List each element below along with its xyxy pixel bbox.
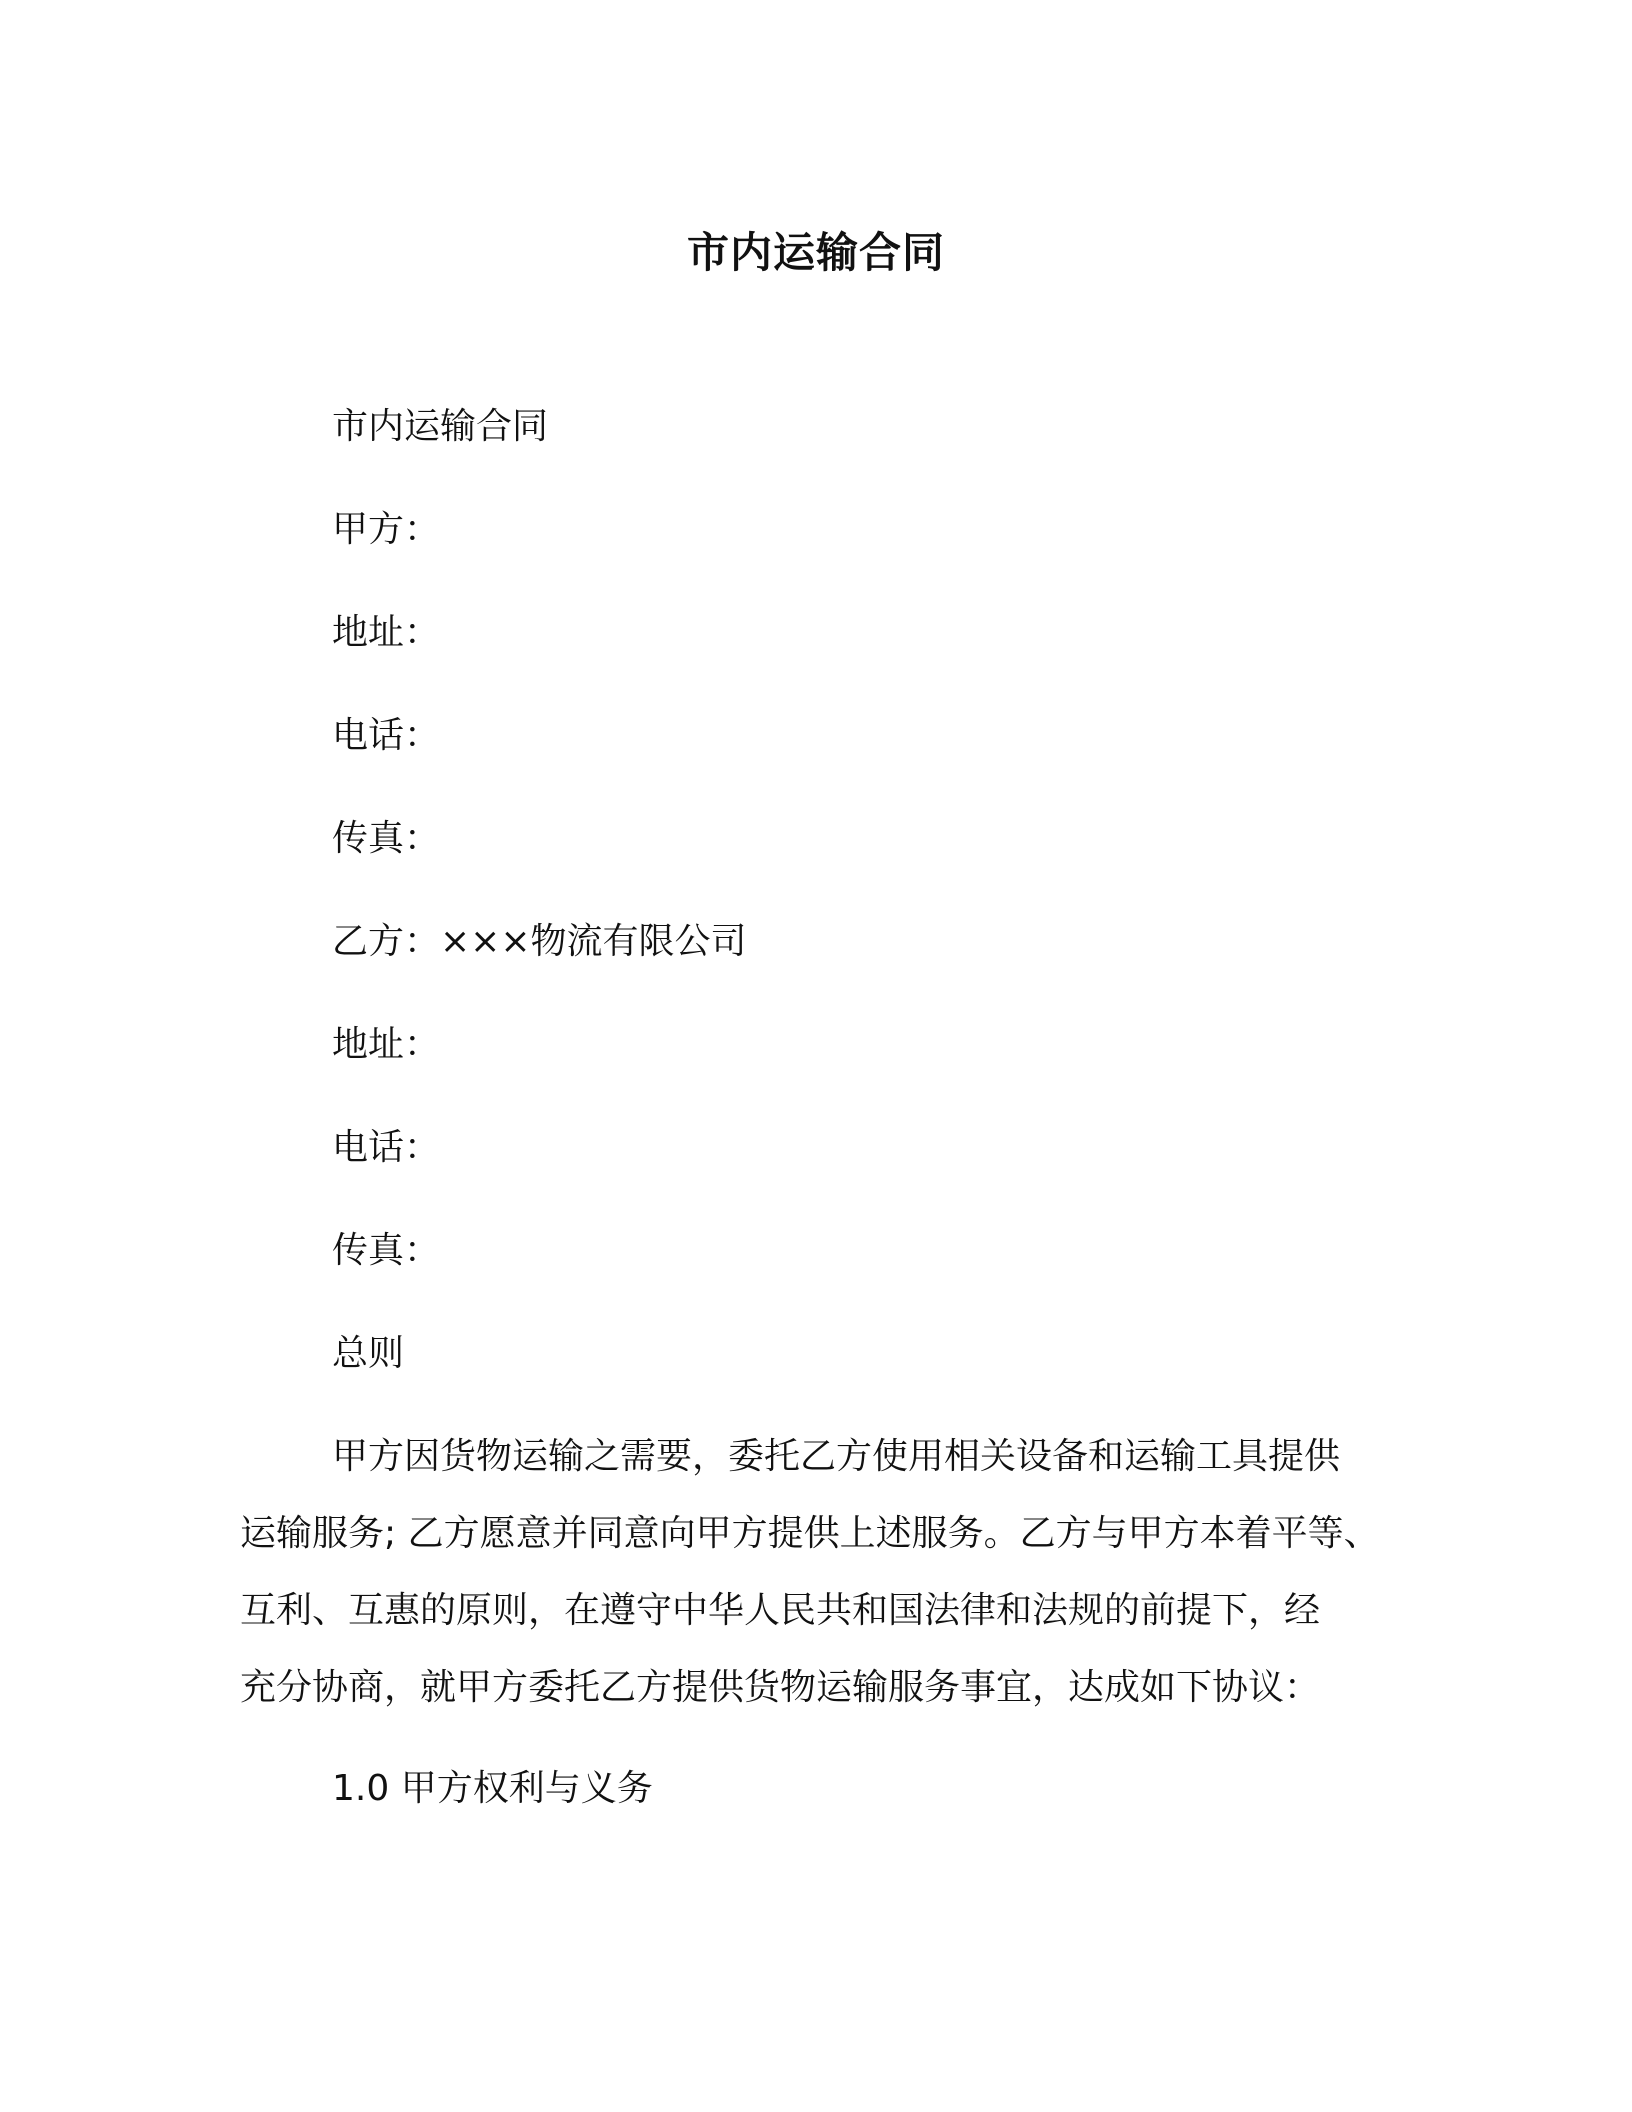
paragraph-line: 充分协商，就甲方委托乙方提供货物运输服务事宜，达成如下协议：	[240, 1667, 1321, 1708]
contract-name-line: 市内运输合同	[332, 406, 549, 447]
document-title: 市内运输合同	[686, 228, 945, 277]
paragraph-line: 甲方因货物运输之需要，委托乙方使用相关设备和运输工具提供	[332, 1436, 1341, 1477]
party-a-fax-label: 传真：	[332, 818, 441, 859]
general-provisions-paragraph	[240, 1418, 1395, 1726]
party-b-fax-label: 传真：	[332, 1230, 441, 1271]
party-b-phone-label: 电话：	[332, 1127, 441, 1168]
party-b-label: 乙方：×××物流有限公司	[332, 921, 747, 962]
paragraph-line: 互利、互惠的原则，在遵守中华人民共和国法律和法规的前提下，经	[240, 1590, 1321, 1631]
general-provisions-heading: 总则	[332, 1333, 405, 1374]
party-b-address-label: 地址：	[332, 1024, 441, 1065]
party-a-address-label: 地址：	[332, 612, 441, 653]
party-a-phone-label: 电话：	[332, 715, 441, 756]
paragraph-line: 运输服务; 乙方愿意并同意向甲方提供上述服务。乙方与甲方本着平等、	[240, 1513, 1380, 1554]
party-a-label: 甲方：	[332, 509, 441, 550]
section-heading: 1.0 甲方权利与义务	[332, 1768, 653, 1809]
